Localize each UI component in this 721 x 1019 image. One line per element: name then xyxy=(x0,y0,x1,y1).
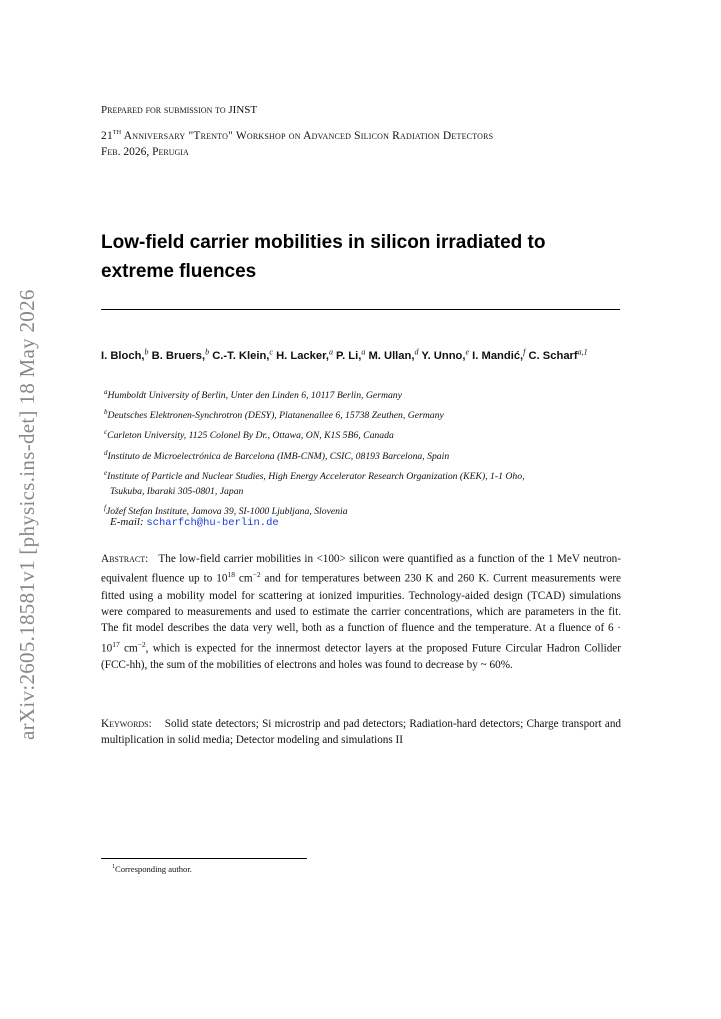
workshop-line xyxy=(101,127,493,142)
affiliation: $^e$Institute of Particle and Nuclear Studies, High Energy Accelerator Research Organization (KEK), 1-1 Oho, Tsukuba, Ibaraki 305-0801, Japan xyxy=(104,468,525,498)
footnote: $^1$Corresponding author. xyxy=(112,864,192,874)
author: C.-T. Klein,$^c$ xyxy=(212,347,273,362)
author: H. Lacker,$^a$ xyxy=(276,347,333,362)
author: P. Li,$^a$ xyxy=(336,347,366,362)
submission-note: Prepared for submission to JINST xyxy=(101,104,258,116)
keywords xyxy=(101,716,621,749)
arxiv-stamp: arXiv:2605.18581v1 [physics.ins-det] 18 May 2026 xyxy=(15,289,39,740)
author: I. Mandić,$^f$ xyxy=(472,347,526,362)
keywords-label: Keywords: xyxy=(101,718,152,730)
workshop-ordinal: th xyxy=(112,127,122,136)
author-list xyxy=(101,342,621,366)
paper-title: Low-field carrier mobilities in silicon irradiated to extreme fluences xyxy=(101,232,546,282)
affiliation: $^f$Jožef Stefan Institute, Jamova 39, SI-1000 Ljubljana, Slovenia xyxy=(104,504,348,518)
abstract-label: Abstract: xyxy=(101,553,149,565)
affiliation: $^c$Carleton University, 1125 Colonel By Dr., Ottawa, ON, K1S 5B6, Canada xyxy=(104,428,394,442)
workshop-number: 21 xyxy=(101,129,113,142)
workshop-name: Anniversary "Trento" Workshop on Advanced Silicon Radiation Detectors xyxy=(121,129,494,142)
author: M. Ullan,$^d$ xyxy=(368,347,419,362)
abstract: Abstract: The low-field carrier mobilities in <100> silicon were quantified as a function of the 1 MeV neutron-equivalent fluence up to $10^{18}$ $cm^{-2}$ and for temperatures between 230 K and 260 K. Current measurements were fitted using a mobility model for scattering at ionized impurities. Technology-aided design (TCAD) simulations were compared to measurements and used to estimate the carrier concentrations, which are parameters in the fit. The fit model describes the data very well, both as a function of fluence and the temperature. At a fluence of $6 \cdot 10^{17}$ $cm^{-2}$, which is expected for the innermost detector layers at the proposed Future Circular Hadron Collider (FCC-hh), the sum of the mobilities of electrons and holes was found to decrease by ~ 60%. xyxy=(101,553,622,671)
author: Y. Unno,$^e$ xyxy=(421,347,470,362)
affiliation: $^a$Humboldt University of Berlin, Unter den Linden 6, 10117 Berlin, Germany xyxy=(104,388,402,402)
email-label: E-mail: xyxy=(110,516,144,528)
title-rule xyxy=(101,309,620,310)
author: I. Bloch,$^b$ xyxy=(101,347,149,362)
footnote-rule xyxy=(101,858,307,859)
author: C. Scharf$^{a,1}$ xyxy=(528,347,588,362)
affiliation-list xyxy=(104,385,622,521)
author: B. Bruers,$^b$ xyxy=(151,347,210,362)
workshop-date: Feb. 2026, Perugia xyxy=(101,146,189,158)
affiliation: $^b$Deutsches Elektronen-Synchrotron (DESY), Platanenallee 6, 15738 Zeuthen, Germany xyxy=(104,408,444,422)
contact-email xyxy=(110,516,279,529)
keywords-text: Solid state detectors; Si microstrip and pad detectors; Radiation-hard detectors; Charge transport and multiplication in solid media; Detector modeling and simulations II xyxy=(101,718,622,747)
affiliation: $^d$Instituto de Microelectrónica de Barcelona (IMB-CNM), CSIC, 08193 Barcelona, Spain xyxy=(104,448,450,462)
email-link[interactable]: scharfch@hu-berlin.de xyxy=(146,517,279,529)
